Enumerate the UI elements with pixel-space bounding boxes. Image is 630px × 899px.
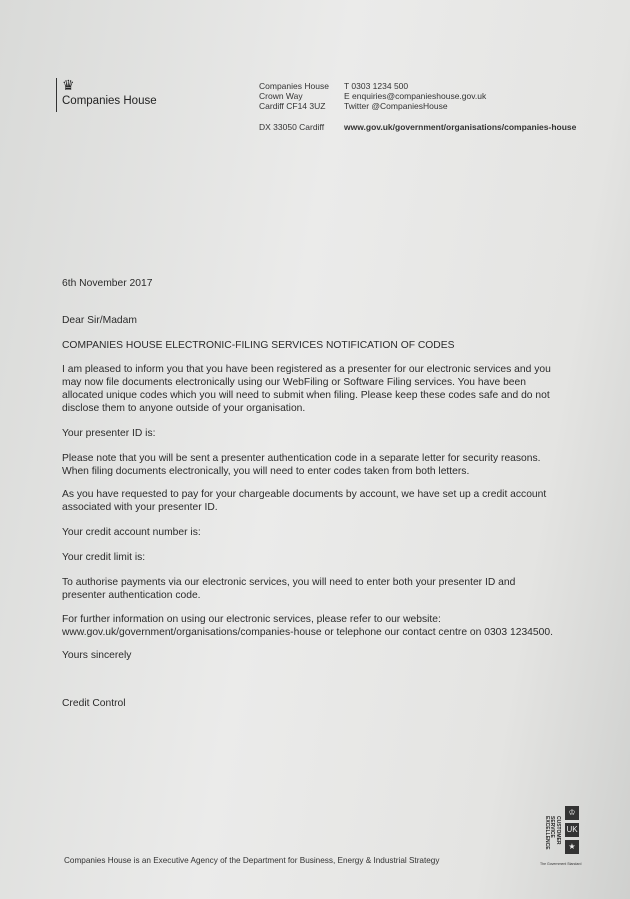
line: presenter authentication code. [62, 590, 201, 601]
logo-name: Companies House [62, 95, 157, 107]
salutation: Dear Sir/Madam [62, 315, 137, 326]
badge-caption: The Government Standard [540, 862, 582, 866]
credit-account-label: Your credit account number is: [62, 527, 201, 538]
line: disclose them to anyone outside of your organisation. [62, 403, 306, 414]
paragraph-authorise [62, 576, 515, 602]
star-icon: ★ [565, 840, 579, 854]
line: When filing documents electronically, you will need to enter codes taken from both letters. [62, 466, 470, 477]
paragraph-further-info [62, 613, 553, 639]
closing: Yours sincerely [62, 650, 132, 661]
address-block [259, 81, 329, 111]
paragraph-credit-account [62, 488, 546, 514]
line: As you have requested to pay for your chargeable documents by account, we have set up a credit account [62, 489, 547, 500]
line: www.gov.uk/government/organisations/companies-house or telephone our contact centre on 0303 1234500. [62, 627, 553, 638]
letter-date: 6th November 2017 [62, 278, 153, 289]
line: Please note that you will be sent a presenter authentication code in a separate letter for security reasons. [62, 453, 541, 464]
badge-text: CUSTOMER SERVICE EXCELLENCE [544, 816, 561, 850]
phone: T 0303 1234 500 [344, 81, 409, 91]
paragraph-auth-code [62, 452, 541, 478]
royal-crest-icon: ♛ [62, 77, 75, 93]
address-line: Companies House [259, 81, 329, 91]
credit-limit-label: Your credit limit is: [62, 552, 146, 563]
address-line: Cardiff CF14 3UZ [259, 101, 326, 111]
presenter-id-label: Your presenter ID is: [62, 428, 156, 439]
website: www.gov.uk/government/organisations/companies-house [344, 122, 577, 132]
subject-line: COMPANIES HOUSE ELECTRONIC-FILING SERVICES NOTIFICATION OF CODES [62, 340, 455, 351]
customer-service-excellence-badge [540, 806, 585, 866]
footer-text: Companies House is an Executive Agency of the Department for Business, Energy & Industrial Strategy [64, 856, 440, 865]
line: To authorise payments via our electronic services, you will need to enter both your presenter ID and [62, 577, 516, 588]
twitter: Twitter @CompaniesHouse [344, 101, 448, 111]
paragraph-intro [62, 363, 551, 415]
dx-number: DX 33050 Cardiff [259, 122, 325, 132]
line: allocated unique codes which you will need to submit when filing. Please keep these codes safe and do not [62, 390, 550, 401]
signature: Credit Control [62, 698, 126, 709]
address-line: Crown Way [259, 91, 303, 101]
line: may now file documents electronically using our WebFiling or Software Filing services. You have been [62, 377, 526, 388]
line: associated with your presenter ID. [62, 502, 218, 513]
contact-block [344, 81, 486, 111]
line: I am pleased to inform you that you have been registered as a presenter for our electronic services and you [62, 364, 551, 375]
email: E enquiries@companieshouse.gov.uk [344, 91, 487, 101]
line: For further information on using our electronic services, please refer to our website: [62, 614, 441, 625]
crown-icon: ♔ [565, 806, 579, 820]
badge-uk: UK [565, 823, 579, 837]
companies-house-logo [56, 78, 157, 112]
